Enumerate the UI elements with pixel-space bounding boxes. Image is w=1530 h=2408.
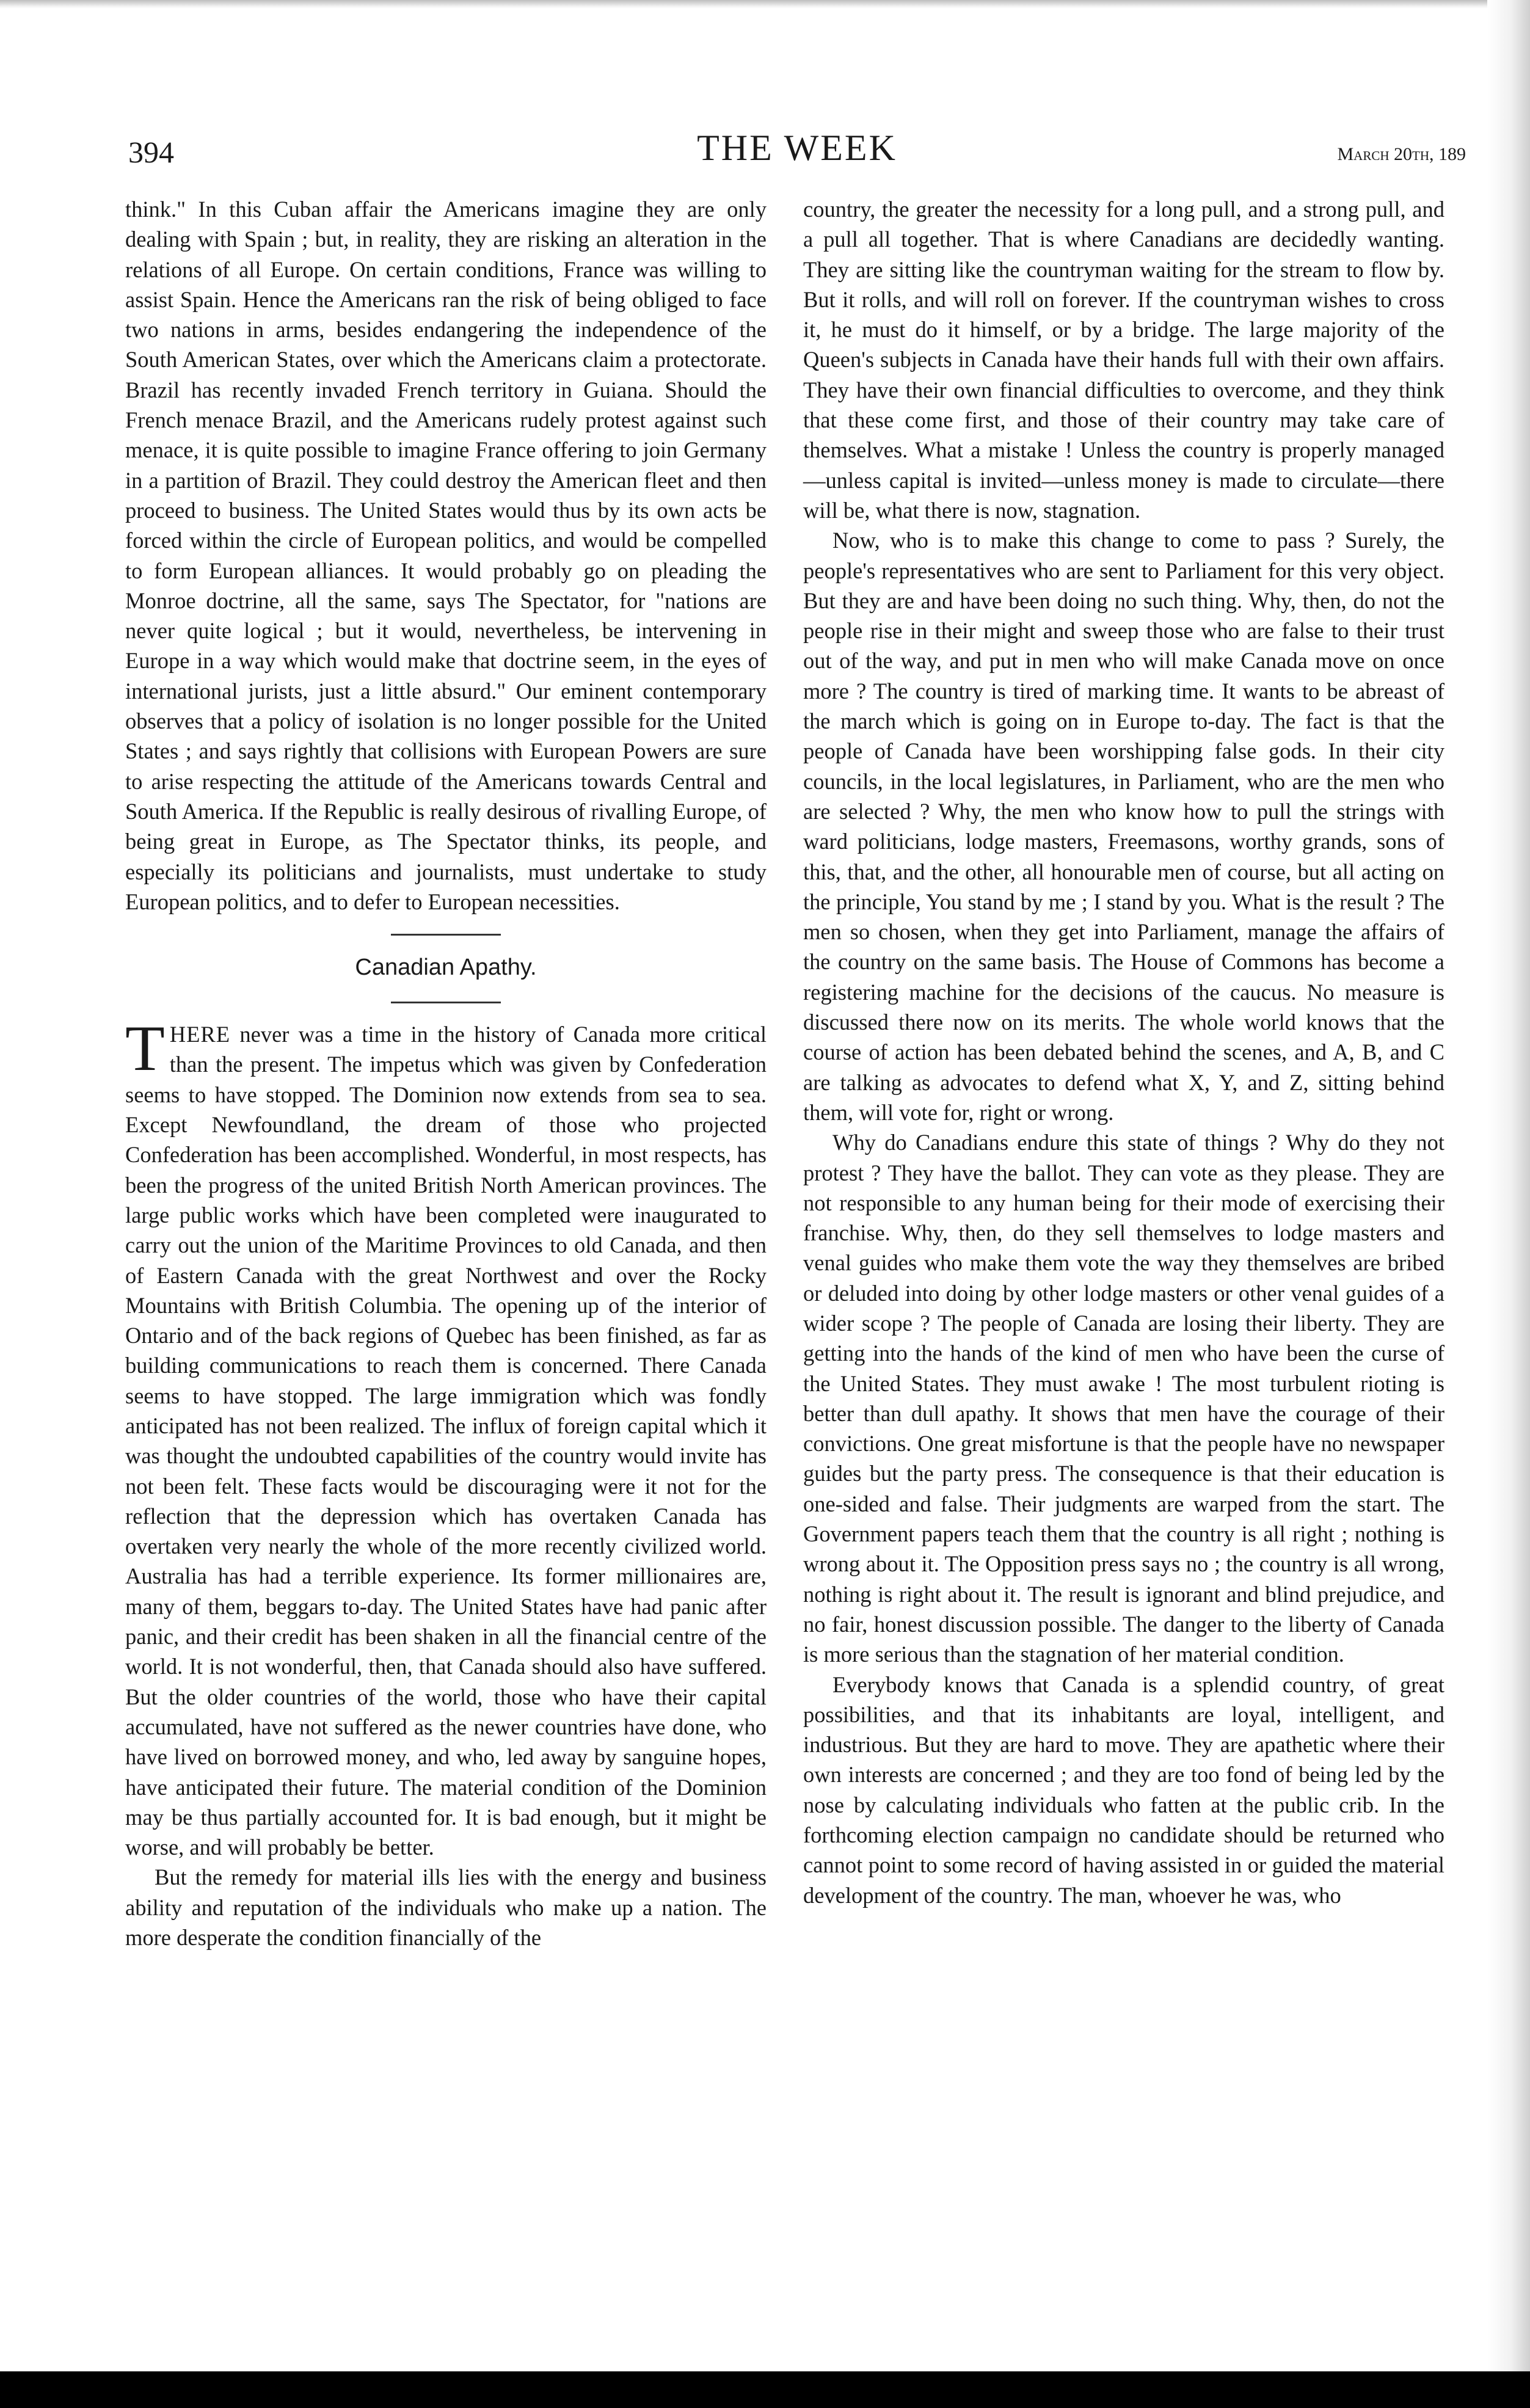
journal-title: THE WEEK — [697, 128, 897, 168]
paragraph-text: never was a time in the history of Canada more critical than the present. The impetus which was given by Confederation seems to have stopped. The Dominion now extends from sea to sea. Except Newfoundland, the dream of those who projected Confederation has been accomplished. Wonderful, in most respects, has been the progress of the united British North American provinces. The large public works which have been completed were inaugurated to carry out the union of the Maritime Provinces to old Canada, and then of Eastern Canada with the great Northwest and over the Rocky Mountains with British Columbia. The opening up of the interior of Ontario and of the back regions of Quebec has been finished, as far as building communications to reach them is concerned. There Canada seems to have stopped. The large immigration which was fondly anticipated has not been realized. The influx of foreign capital which it was thought the undoubted capabilities of the country would invite has not been felt. These facts would be discouraging were it not for the reflection that the depression which has overtaken Canada has overtaken very nearly the whole of the more recently civilized world. Australia has had a terrible experience. Its former millionaires are, many of them, beggars to-day. The United States have had panic after panic, and their credit has been shaken in all the financial centre of the world. It is not wonderful, then, that Canada should also have suffered. But the older countries of the world, those who have their capital accumulated, have not suffered as the newer countries have done, who have lived on borrowed money, and who, led away by sanguine hopes, have anticipated their future. The material condition of the Dominion may be thus partially accounted for. It is bad enough, but it might be worse, and will probably be better. — [125, 1022, 767, 1860]
paragraph: country, the greater the necessity for a long pull, and a strong pull, and a pull all together. That is where Canadians are decidedly wanting. They are sitting like the countryman waiting for the stream to flow by. But it rolls, and will roll on forever. If the countryman wishes to cross it, he must do it himself, or by a bridge. The large majority of the Queen's subjects in Canada have their hands full with their own affairs. They have their own financial difficulties to overcome, and they think that these come first, and those of their country may take care of themselves. What a mistake ! Unless the country is properly managed—unless capital is invited—unless money is made to circulate—there will be, what there is now, stagnation. — [803, 197, 1444, 523]
drop-cap: T — [125, 1013, 165, 1085]
left-column — [125, 194, 767, 1952]
issue-date: March 20th, 189 — [1337, 144, 1466, 164]
paragraph: think." In this Cuban affair the Americans imagine they are only dealing with Spain ; but, in reality, they are risking an alteration in the relations of all Europe. On certain conditions, France was willing to assist Spain. Hence the Americans ran the risk of being obliged to face two nations in arms, besides endangering the independence of the South American States, over which the Americans claim a protectorate. Brazil has recently invaded French territory in Guiana. Should the French menace Brazil, and the Americans rudely protest against such menace, it is quite possible to imagine France offering to join Germany in a partition of Brazil. They could destroy the American fleet and then proceed to business. The United States would thus by its own acts be forced within the circle of European politics, and would be compelled to form European alliances. It would probably go on pleading the Monroe doctrine, all the same, says The Spectator, for "nations are never quite logical ; but it would, nevertheless, be intervening in Europe in a way which would make that doctrine seem, in the eyes of international jurists, just a little absurd." Our eminent contemporary observes that a policy of isolation is no longer possible for the United States ; and says rightly that collisions with European Powers are sure to arise respecting the attitude of the Americans towards Central and South America. If the Republic is really desirous of rivalling Europe, of being great in Europe, as The Spectator thinks, its people, and especially its politicians and journalists, must undertake to study European politics, and to defer to European necessities. — [125, 197, 767, 914]
paragraph: Now, who is to make this change to come to pass ? Surely, the people's representatives who are sent to Parliament for this very object. But they are and have been doing no such thing. Why, then, do not the people rise in their might and sweep those who are false to their trust out of the way, and put in men who will make Canada move on once more ? The country is tired of marking time. It wants to be abreast of the march which is going on in Europe to-day. The fact is that the people of Canada have been worshipping false gods. In their city councils, in the local legislatures, in Parliament, who are the men who are selected ? Why, the men who know how to pull the strings with ward politicians, lodge masters, Freemasons, worthy grands, sons of this, that, and the other, all honourable men of course, but all acting on the principle, You stand by me ; I stand by you. What is the result ? The men so chosen, when they get into Parliament, manage the affairs of the country on the same basis. The House of Commons has become a registering machine for the decisions of the caucus. No measure is discussed there now on its merits. The whole world knows that the course of action has been debated behind the scenes, and A, B, and C are talking as advocates to defend what X, Y, and Z, sitting behind them, will vote for, right or wrong. — [803, 528, 1444, 1125]
scan-right-edge — [1487, 0, 1530, 2408]
paragraph: But the remedy for material ills lies with the energy and business ability and reputation of the individuals who make up a nation. The more desperate the condition financially of the — [125, 1864, 767, 1951]
page-header — [128, 127, 1466, 182]
paragraph: Why do Canadians endure this state of things ? Why do they not protest ? They have the ballot. They can vote as they please. They are not responsible to any human being for their mode of exercising their franchise. Why, then, do they sell themselves to lodge masters and venal guides who make them vote the way they themselves are bribed or deluded into doing by other lodge masters or other venal guides of a wider scope ? The people of Canada are losing their liberty. They are getting into the hands of the kind of men who have been the curse of the United States. They must awake ! The most turbulent rioting is better than dull apathy. It shows that men have the courage of their convictions. One great misfortune is that the people have no newspaper guides but the party press. The consequence is that their education is one-sided and false. Their judgments are warped from the start. The Government papers teach them that the country is all right ; nothing is wrong about it. The Opposition press says no ; the country is all wrong, nothing is right about it. The result is ignorant and blind prejudice, and no fair, honest discussion possible. The danger to the liberty of Canada is more serious than the stagnation of her material condition. — [803, 1130, 1444, 1667]
section-rule — [391, 934, 501, 936]
paragraph: Everybody knows that Canada is a splendid country, of great possibilities, and that its inhabitants are loyal, intelligent, and industrious. But they are hard to move. They are apathetic where their own interests are concerned ; and they are too fond of being led by the nose by calculating individuals who fatten at the public crib. In the forthcoming election campaign no candidate should be returned who cannot point to some record of having assisted in or guided the material development of the country. The man, whoever he was, who — [803, 1671, 1444, 1908]
right-column — [803, 194, 1444, 1910]
section-title: Canadian Apathy. — [355, 955, 537, 981]
scan-bottom-band — [0, 2371, 1530, 2408]
scan-top-edge — [0, 0, 1530, 9]
opening-caps-word: HERE — [169, 1022, 231, 1047]
page-number: 394 — [128, 135, 174, 169]
opening-paragraph — [125, 1013, 767, 1862]
section-rule — [391, 1002, 501, 1003]
